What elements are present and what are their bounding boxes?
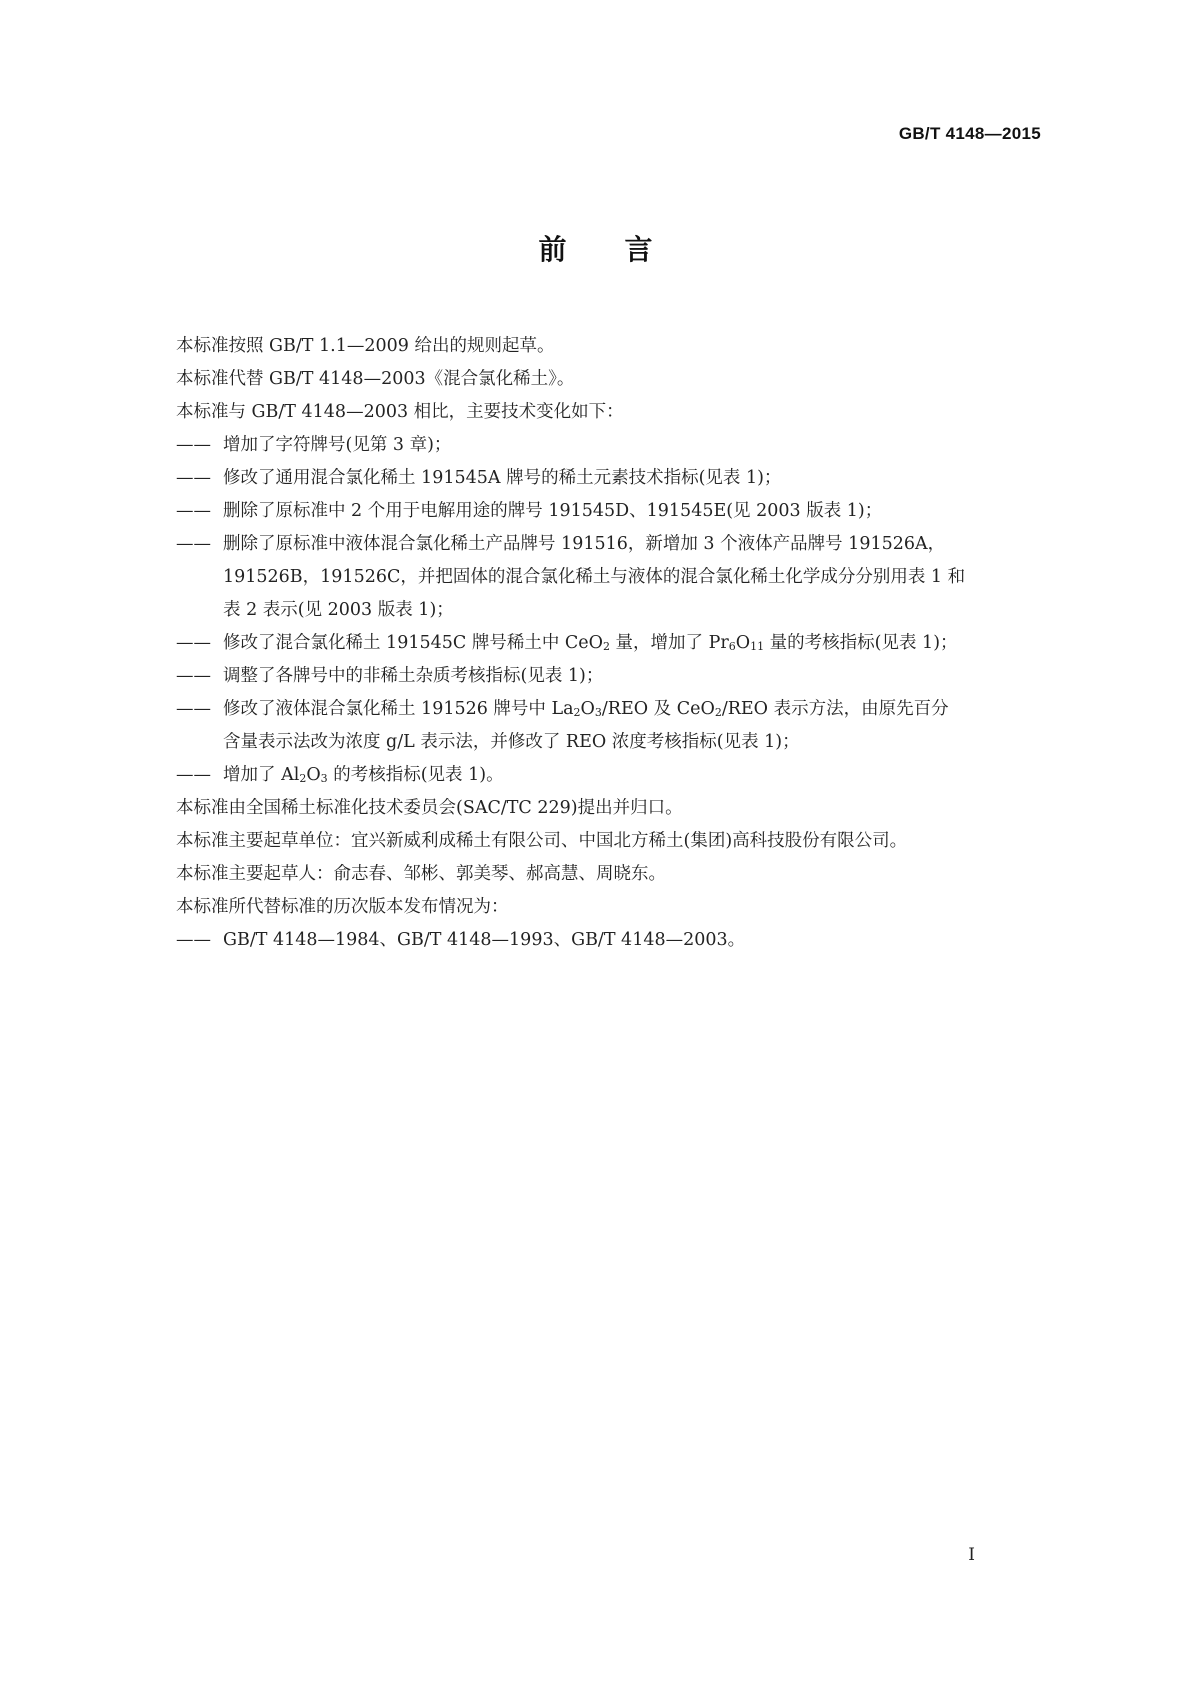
dash: —— [176, 534, 211, 554]
dash: —— [176, 666, 211, 686]
paragraph-drafting-units: 本标准主要起草单位：宜兴新威利成稀土有限公司、中国北方稀土(集团)高科技股份有限公司。 [176, 831, 908, 851]
change-item: —— 删除了原标准中液体混合氯化稀土产品牌号 191516，新增加 3 个液体产品牌号 191526A， 191526B，191526C，并把固体的混合氯化稀土与液体的混合氯化稀土化学成分分别用表 1 和 表 2 表示(见 2003 版表 1)； [176, 528, 1056, 627]
paragraph-proposer: 本标准由全国稀土标准化技术委员会(SAC/TC 229)提出并归口。 [176, 798, 683, 818]
dash: —— [176, 468, 211, 488]
change-item: —— 增加了 $Al_2O_3$ 的考核指标(见表 1)。 [176, 759, 1056, 792]
change-item: —— 修改了混合氯化稀土 191545C 牌号稀土中 CeO$_2$ 量，增加了 $Pr_6O_{11}$ 量的考核指标(见表 1)； [176, 627, 1056, 660]
change-item: —— 修改了液体混合氯化稀土 191526 牌号中 $La_2O_3$/REO 及 CeO$_2$/REO 表示方法，由原先百分 含量表示法改为浓度 g/L 表示法，并修改了 REO 浓度考核指标(见表 1)； [176, 693, 1056, 759]
paragraph-drafters: 本标准主要起草人：俞志春、邹彬、郭美琴、郝高慧、周晓东。 [176, 864, 666, 884]
page-title [0, 228, 1191, 268]
title-char-1: 前 [538, 233, 567, 266]
dash: —— [176, 765, 211, 785]
change-item: —— 调整了各牌号中的非稀土杂质考核指标(见表 1)； [176, 660, 1056, 693]
dash: —— [176, 501, 211, 521]
dash: —— [176, 633, 211, 653]
title-char-2: 言 [624, 233, 653, 266]
change-item: —— 修改了通用混合氯化稀土 191545A 牌号的稀土元素技术指标(见表 1)； [176, 462, 1056, 495]
change-item: —— 增加了字符牌号(见第 3 章)； [176, 429, 1056, 462]
change-item: —— 删除了原标准中 2 个用于电解用途的牌号 191545D、191545E(见 2003 版表 1)； [176, 495, 1056, 528]
history-item: —— GB/T 4148—1984、GB/T 4148—1993、GB/T 4148—2003。 [176, 924, 1056, 957]
foreword-body [176, 330, 1056, 957]
page-number: I [968, 1545, 975, 1565]
paragraph-drafting-rules: 本标准按照 GB/T 1.1—2009 给出的规则起草。 [176, 336, 555, 356]
dash: —— [176, 699, 211, 719]
paragraph-history-intro: 本标准所代替标准的历次版本发布情况为： [176, 897, 509, 917]
paragraph-replaces: 本标准代替 GB/T 4148—2003《混合氯化稀土》。 [176, 369, 575, 389]
dash: —— [176, 435, 211, 455]
paragraph-changes-intro: 本标准与 GB/T 4148—2003 相比，主要技术变化如下： [176, 402, 624, 422]
dash: —— [176, 930, 211, 950]
standard-number: GB/T 4148—2015 [898, 124, 1041, 143]
